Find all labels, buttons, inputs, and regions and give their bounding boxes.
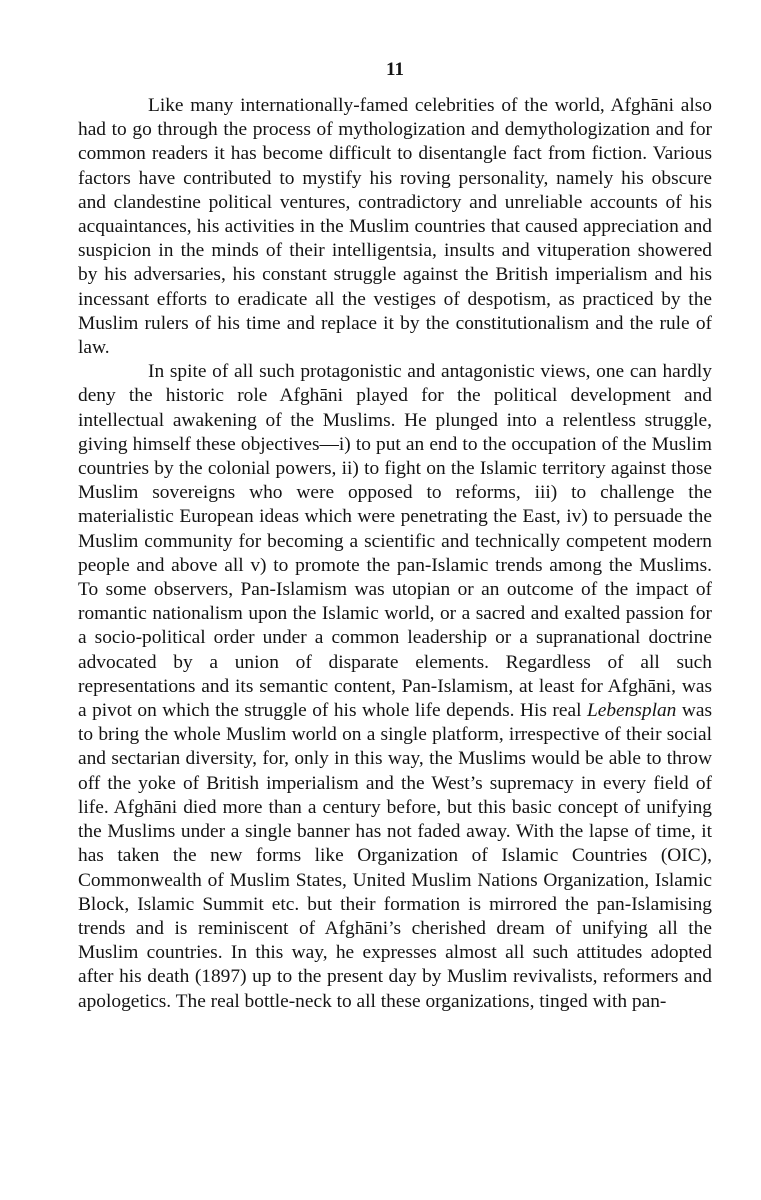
paragraph-2-text-end: was to bring the whole Muslim world on a single platform, irrespective of their social and sectarian diversity, for, only in this way, the Muslims would be able to throw off the yoke of British imperialism and the West’s supremacy in every field of life. Afghāni died more than a century before, but this basic concept of unifying the Muslims under a single banner has not faded away. With the lapse of time, it has taken the new forms like Organization of Islamic Countries (OIC), Commonwealth of Muslim States, United Muslim Nations Organization, Islamic Block, Islamic Summit etc. but their formation is mirrored the pan-Islamising trends and is reminiscent of Afghāni’s cherished dream of unifying all the Muslim countries. In this way, he expresses almost all such attitudes adopted after his death (1897) up to the present day by Muslim revivalists, reformers and apologetics. The real bottle-neck to all these organizations, tinged with pan-	[78, 700, 712, 1012]
document-page	[78, 58, 712, 1014]
paragraph-2-text-start: In spite of all such protagonistic and antagonistic views, one can hardly deny the historic role Afghāni played for the political development and intellectual awakening of the Muslims. He plunged into a relentless struggle, giving himself these objectives—i) to put an end to the occupation of the Muslim countries by the colonial powers, ii) to fight on the Islamic territory against those Muslim sovereigns who were opposed to reforms, iii) to challenge the materialistic European ideas which were penetrating the East, iv) to persuade the Muslim community for becoming a scientific and technically competent modern people and above all v) to promote the pan-Islamic trends among the Muslims. To some observers, Pan-Islamism was utopian or an outcome of the impact of romantic nationalism upon the Islamic world, or a sacred and exalted passion for a socio-political order under a common leadership or a supranational doctrine advocated by a union of disparate elements. Regardless of all such representations and its semantic content, Pan-Islamism, at least for Afghāni, was a pivot on which the struggle of his whole life depends. His real	[78, 361, 712, 722]
paragraph-1: Like many internationally-famed celebrities of the world, Afghāni also had to go through the process of mythologization and demythologization and for common readers it has become difficult to disentangle fact from fiction. Various factors have contributed to mystify his roving personality, namely his obscure and clandestine political ventures, contradictory and unreliable accounts of his acquaintances, his activities in the Muslim countries that caused appreciation and suspicion in the minds of their intelligentsia, insults and vituperation showered by his adversaries, his constant struggle against the British imperialism and his incessant efforts to eradicate all the vestiges of despotism, as practiced by the Muslim rulers of his time and replace it by the constitutionalism and the rule of law.	[78, 95, 712, 359]
paragraph-2	[78, 360, 712, 1013]
lebensplan-italic-term: Lebensplan	[586, 700, 677, 722]
page-number: 11	[386, 59, 404, 80]
